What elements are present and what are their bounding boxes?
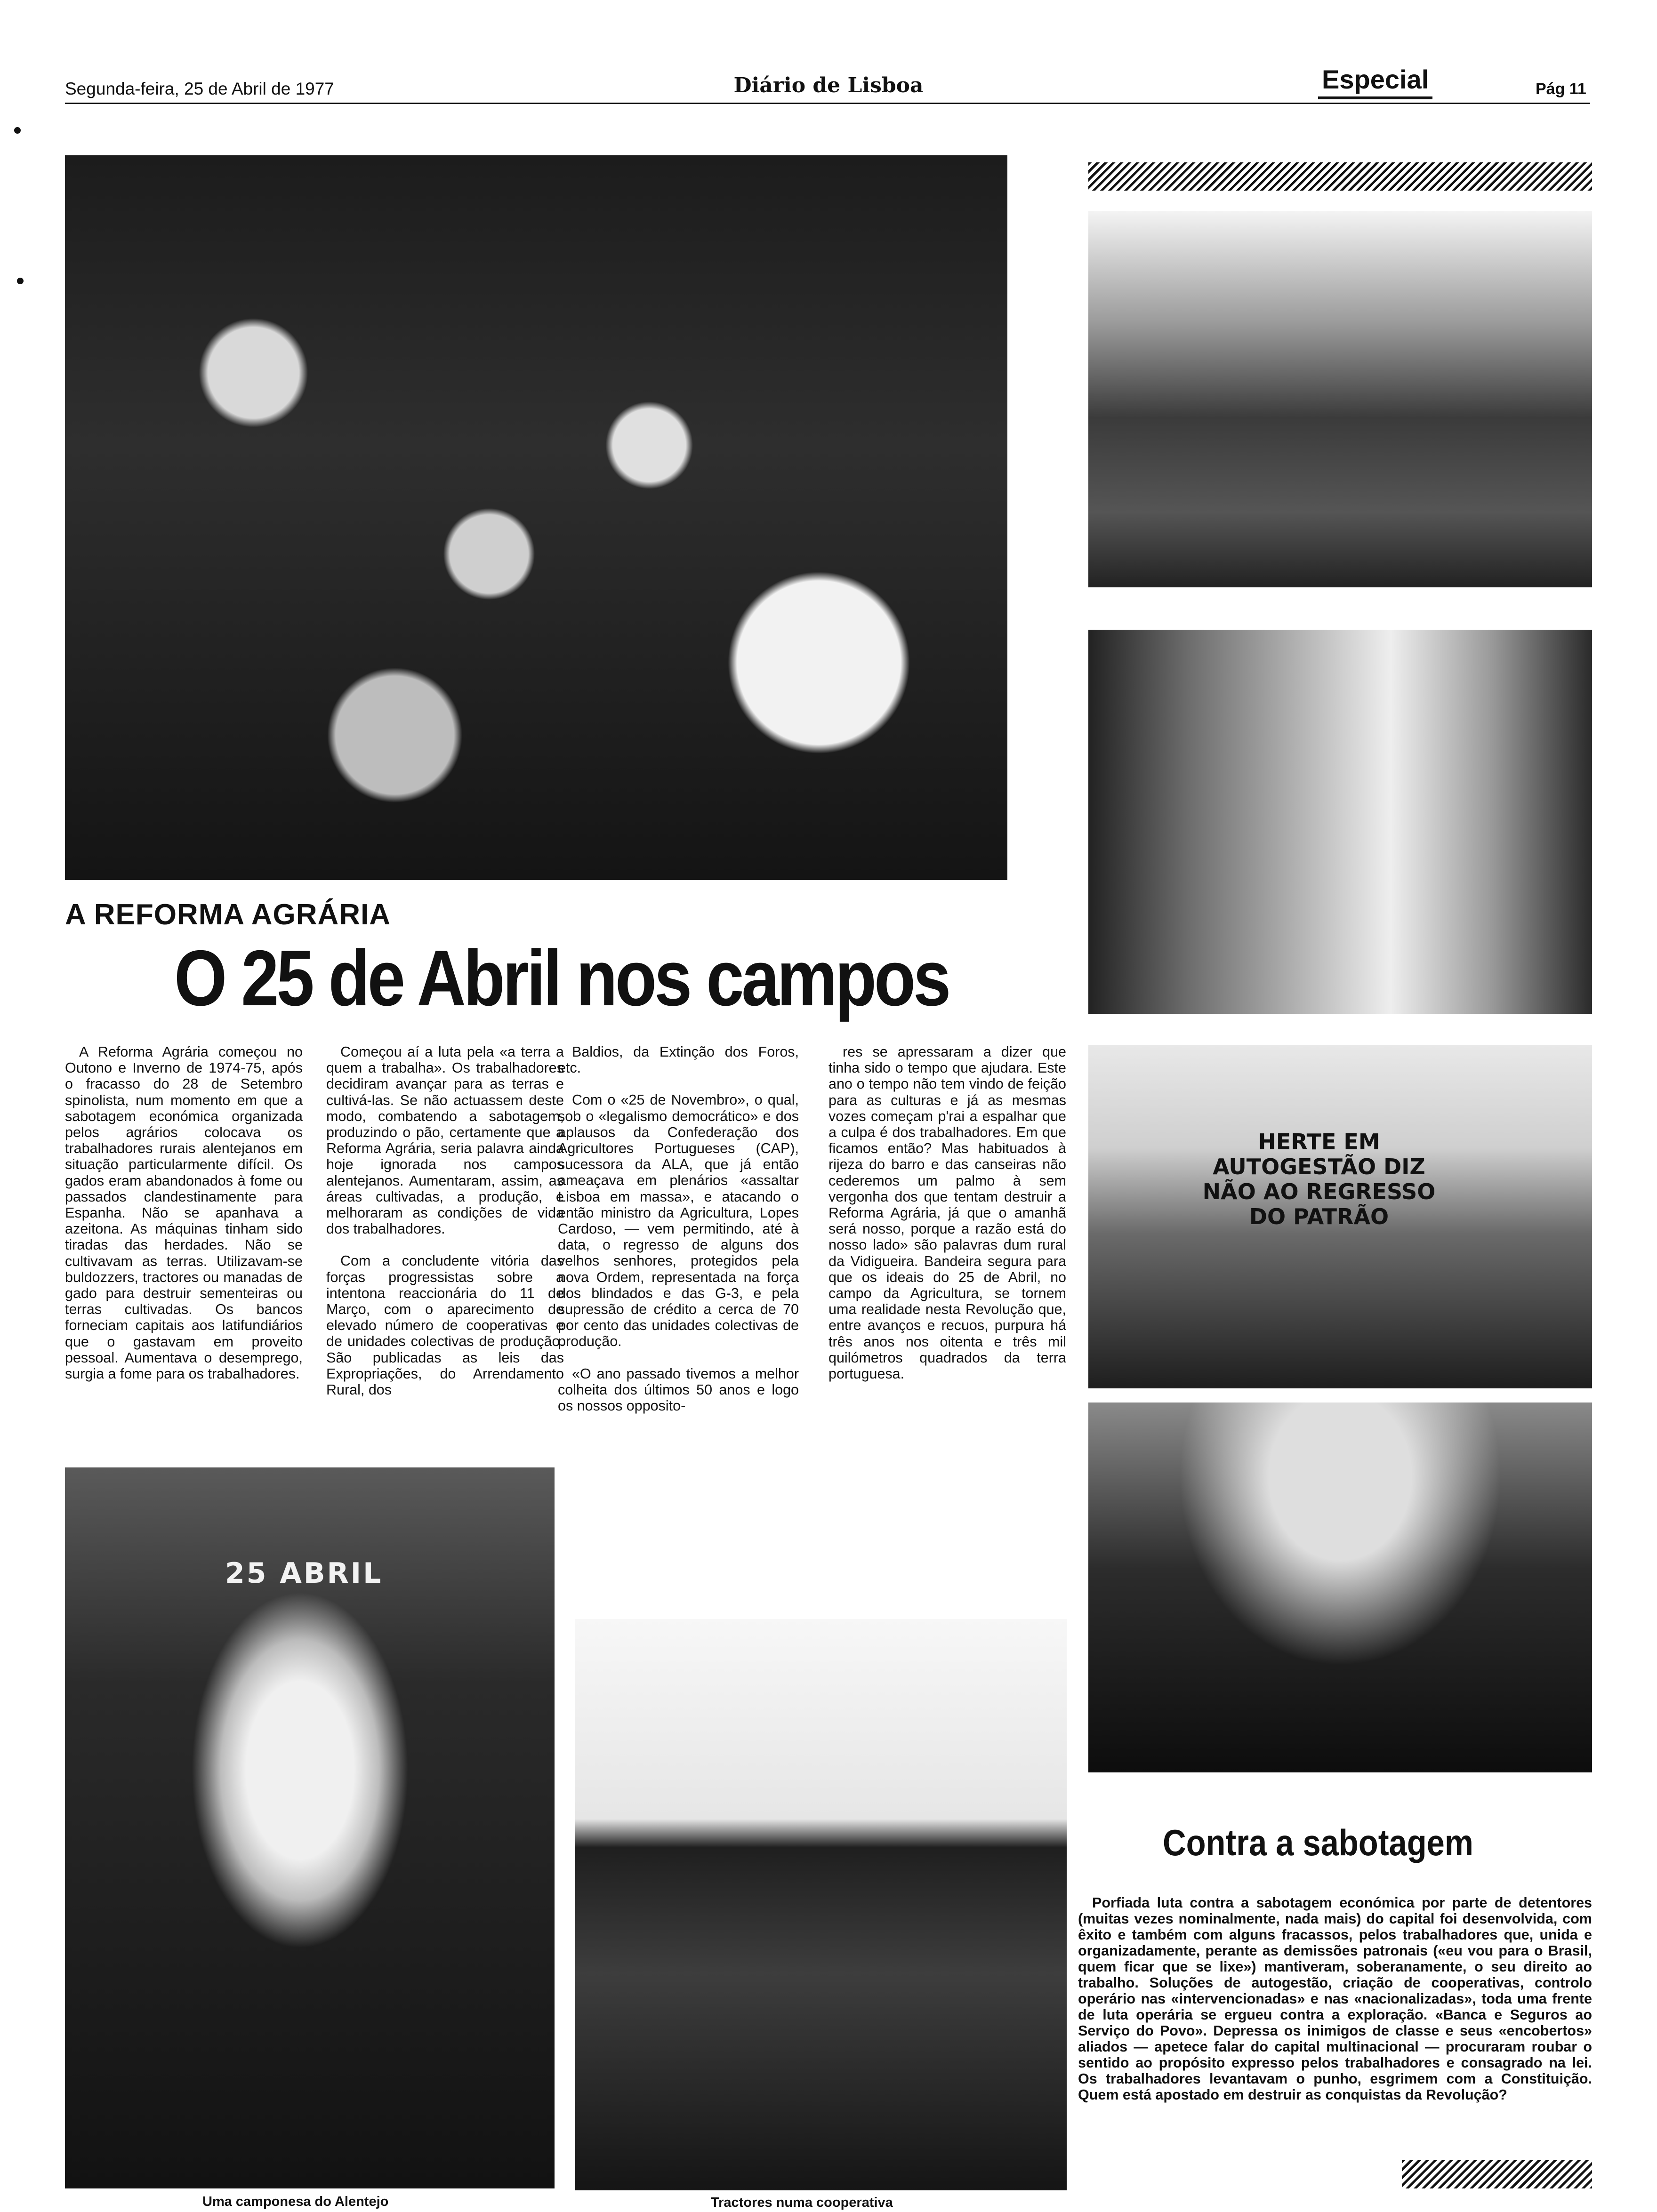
article-column-3	[558, 1044, 799, 1414]
peasant-woman-photo	[65, 1467, 555, 2188]
banner-text: HERTE EM AUTOGESTÃO DIZ NÃO AO REGRESSO DO PATRÃO	[1202, 1129, 1436, 1229]
cap-text: 25 ABRIL	[225, 1557, 383, 1590]
assembly-photo	[1088, 1403, 1592, 1772]
section-label: Especial	[1318, 64, 1432, 99]
autogestao-banner-photo	[1088, 1045, 1592, 1388]
sidebar-body	[1078, 1895, 1592, 2103]
issue-date: Segunda-feira, 25 de Abril de 1977	[65, 79, 334, 98]
photo-caption-tractor: Tractores numa cooperativa	[711, 2195, 893, 2210]
photo-caption-woman: Uma camponesa do Alentejo	[202, 2194, 389, 2209]
paragraph: res se apressaram a dizer que tinha sido o tempo que ajudara. Este ano o tempo não tem vindo de feição para as culturas e já as mesmas vozes começam p'rai a espalhar que a culpa é dos trabalhadores. Em que ficamos então? Mas habituados à rijeza do barro e das canseiras não cederemos um palmo à sem vergonha dos que tentam destruir a Reforma Agrária, já que o amanhã será nosso, porque a razão está do nosso lado» são palavras dum rural da Vidigueira. Bandeira segura para que os ideais do 25 de Abril, no campo da Agricultura, se tornem uma realidade nesta Revolução que, entre avanços e recuos, purpura há três anos nos oitenta e três mil quilómetros quadrados da terra portuguesa.	[828, 1044, 1066, 1382]
paragraph: A Reforma Agrária começou no Outono e Inverno de 1974-75, após o fracasso do 28 de Setembro spinolista, num momento em que a sabotagem económica organizada pelos agrários colocava os trabalhadores rurais alentejanos em situação particularmente difícil. Os gados eram abandonados à fome ou passados clandestinamente para Espanha. Não se apanhava a azeitona. As máquinas tinham sido tiradas das herdades. Não se cultivavam as terras. Utilizavam-se buldozzers, tractores ou manadas de gado para destruir sementeiras ou terras cultivadas. Os bancos forneciam capitais aos latifundiários que o gastavam em proveito pessoal. Aumentava o desemprego, surgia a fome para os trabalhadores.	[65, 1044, 303, 1382]
binding-hole	[17, 278, 24, 284]
masthead: Diário de Lisboa	[733, 73, 924, 97]
paragraph: Começou aí a luta pela «a terra a quem a trabalha». Os trabalhadores decidiram avançar para as terras e cultivá-las. Se não actuassem deste modo, combatendo a sabotagem, produzindo o pão, certamente que a Reforma Agrária, seria palavra ainda hoje ignorada nos campos alentejanos. Aumentaram, assim, as áreas cultivadas, a produção, e melhoraram as condições de vida dos trabalhadores.	[326, 1044, 564, 1237]
article-headline: O 25 de Abril nos campos	[174, 934, 949, 1022]
article-column-2	[326, 1044, 564, 1398]
article-column-4	[828, 1044, 1066, 1382]
hatched-bar	[1088, 162, 1592, 191]
binding-hole	[14, 127, 21, 134]
hatched-bar	[1402, 2160, 1592, 2188]
tractor-photo	[575, 1619, 1067, 2190]
paragraph: Porfiada luta contra a sabotagem económica por parte de detentores (muitas vezes nominalmente, nada mais) do capital foi desenvolvida, com êxito e também com alguns fracassos, pelos trabalhadores que, unida e organizadamente, perante as demissões patronais («eu vou para o Brasil, quem ficar que se lixe») mantiveram, soberanamente, o seu direito ao trabalho. Soluções de autogestão, criação de cooperativas, controlo operário nas «intervencionadas» e nas «nacionalizadas», toda uma frente de luta operária se ergueu contra a exploração. «Banca e Seguros ao Serviço do Povo». Depressa os inimigos de classe e seus «encobertos» aliados — apetece falar do capital multinacional — procuraram roubar o sentido ao propósito expresso pelos trabalhadores e consagrado na lei. Os trabalhadores levantavam o punho, esgrimem com a Constituição. Quem está apostado em destruir as conquistas da Revolução?	[1078, 1895, 1592, 2103]
paragraph: «O ano passado tivemos a melhor colheita dos últimos 50 anos e logo os nossos opposito-	[558, 1365, 799, 1414]
article-kicker: A REFORMA AGRÁRIA	[65, 898, 391, 931]
header-rule	[65, 103, 1590, 104]
factory-photo	[1088, 211, 1592, 587]
street-photo	[1088, 630, 1592, 1014]
crowd-photo	[65, 155, 1007, 880]
page-number: Pág 11	[1536, 80, 1586, 98]
article-column-1	[65, 1044, 303, 1382]
paragraph: Com a concludente vitória das forças progressistas sobre a intentona reaccionária do 11 de Março, com o aparecimento de elevado número de cooperativas e de unidades colectivas de produção. São publicadas as leis das Expropriações, do Arrendamento Rural, dos	[326, 1253, 564, 1398]
sidebar-title: Contra a sabotagem	[1163, 1822, 1473, 1863]
paragraph: Com o «25 de Novembro», o qual, sob o «legalismo democrático» e dos aplausos da Confederação dos Agricultores Portugueses (CAP), sucessora da ALA, que já então ameaçava em plenários «assaltar Lisboa em massa», e atacando o então ministro da Agricultura, Lopes Cardoso, — vem permitindo, até à data, o regresso de alguns dos velhos senhores, protegidos pela nova Ordem, representada na força dos blindados e das G-3, e pela supressão de crédito a cerca de 70 por cento das unidades colectivas de produção.	[558, 1092, 799, 1350]
paragraph: Baldios, da Extinção dos Foros, etc.	[558, 1044, 799, 1076]
